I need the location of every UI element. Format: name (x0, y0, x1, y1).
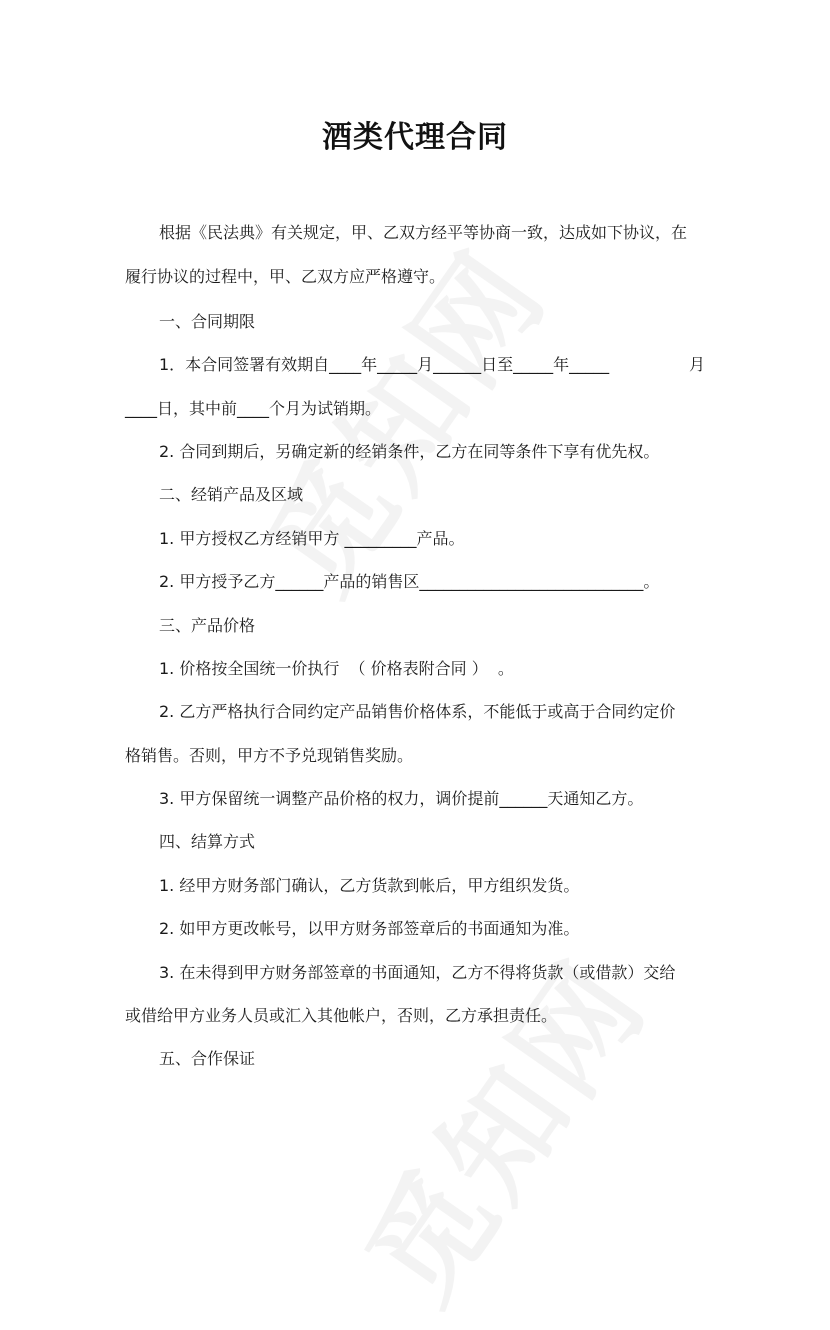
section4-item2: 2. 如甲方更改帐号，以甲方财务部签章后的书面通知为准。 (159, 919, 580, 938)
section3-item1: 1. 价格按全国统一价执行 （ 价格表附合同 ） 。 (159, 659, 514, 678)
section1-item1-month: 月 (688, 355, 705, 374)
intro-line-2: 履行协议的过程中，甲、乙双方应严格遵守。 (125, 267, 446, 286)
section3-item2-text: 2. 乙方严格执行合同约定产品销售价格体系，不能低于或高于合同约定价 (159, 702, 676, 721)
section4-item3-line1 (125, 962, 705, 984)
section-heading-2: 二、经销产品及区域 (159, 485, 304, 504)
intro-text: 根据《民法典》有关规定，甲、乙双方经平等协商一致，达成如下协议，在 (159, 223, 688, 242)
section4-item3-text: 3. 在未得到甲方财务部签章的书面通知，乙方不得将货款（或借款）交给 (159, 963, 676, 982)
document-title: 酒类代理合同 (322, 120, 508, 155)
section1-item1-line2: ____日，其中前____个月为试销期。 (125, 399, 382, 418)
section1-item2: 2. 合同到期后，另确定新的经销条件，乙方在同等条件下享有优先权。 (159, 442, 660, 461)
section3-item2-line1 (125, 701, 705, 723)
section4-item1: 1. 经甲方财务部门确认，乙方货款到帐后，甲方组织发货。 (159, 876, 580, 895)
section3-item3: 3. 甲方保留统一调整产品价格的权力，调价提前______天通知乙方。 (159, 789, 644, 808)
section1-item1-line1 (159, 354, 705, 376)
section4-item3-line2: 或借给甲方业务人员或汇入其他帐户，否则，乙方承担责任。 (125, 1006, 558, 1025)
section2-item2: 2. 甲方授予乙方______产品的销售区____________________________。 (159, 572, 660, 591)
section-heading-1: 一、合同期限 (159, 312, 256, 331)
section1-item1-text: 1．本合同签署有效期自____年_____月______日至_____年_____ (159, 355, 610, 374)
section2-item1: 1. 甲方授权乙方经销甲方 _________产品。 (159, 529, 465, 548)
section-heading-4: 四、结算方式 (159, 832, 256, 851)
section3-item2-line2: 格销售。否则，甲方不予兑现销售奖励。 (125, 746, 414, 765)
section-heading-3: 三、产品价格 (159, 616, 256, 635)
intro-line-1 (125, 222, 705, 244)
section-heading-5: 五、合作保证 (159, 1049, 256, 1068)
